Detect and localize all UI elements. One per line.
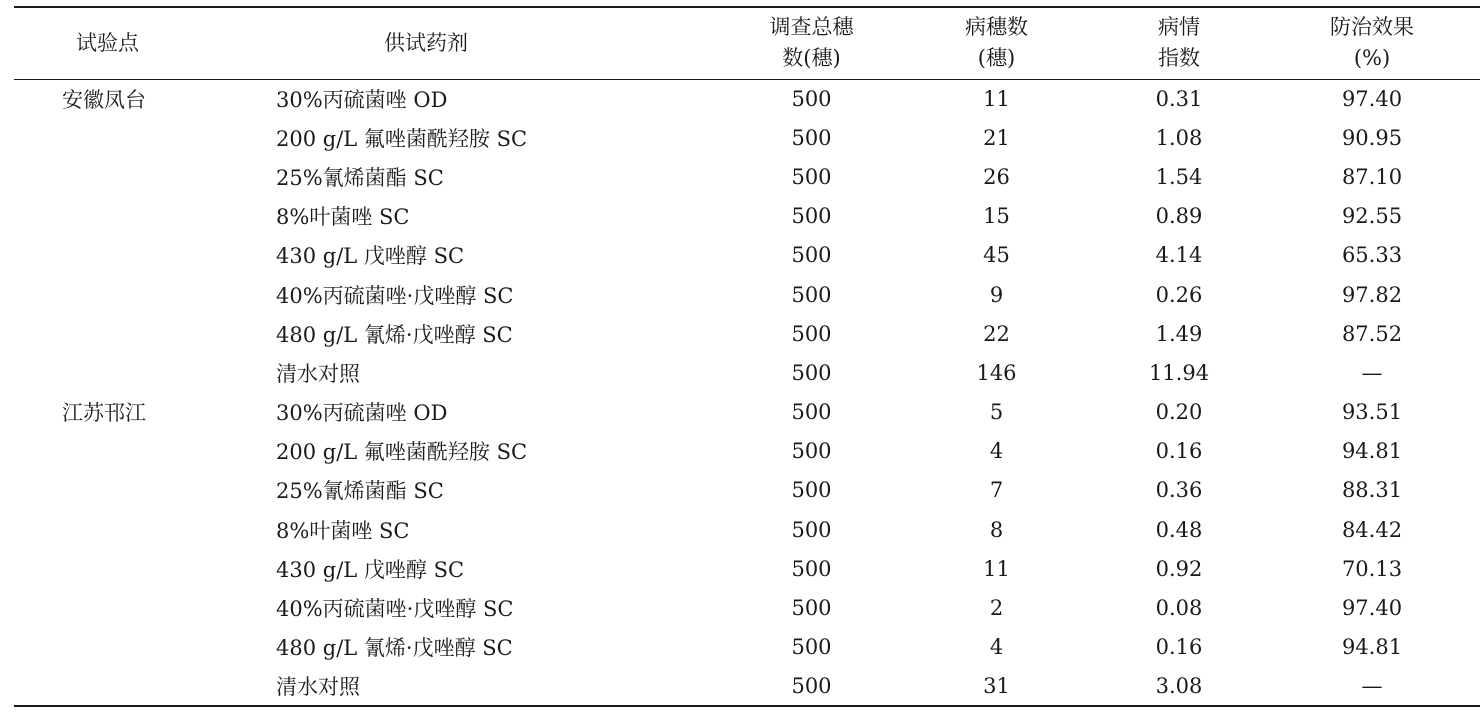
cell-disease-index: 0.92 [1155, 556, 1203, 581]
cell-disease-index: 1.54 [1155, 164, 1203, 189]
cell-control-effect: 84.42 [1341, 517, 1403, 542]
cell-agent: 40%丙硫菌唑·戊唑醇 SC [276, 283, 514, 308]
cell-total-ears: 500 [791, 478, 832, 503]
cell-control-effect: — [1361, 360, 1383, 385]
cell-agent: 清水对照 [266, 667, 724, 706]
cell-diseased-ears: 26 [983, 164, 1010, 189]
cell-agent: 480 g/L 氰烯·戊唑醇 SC [276, 636, 513, 661]
header-diseased-ears [899, 7, 1094, 79]
cell-site [14, 628, 266, 667]
header-diseased-ears-line1: 病穗数 [965, 15, 1028, 40]
cell-site [14, 353, 266, 392]
table-row [14, 667, 1480, 706]
cell-agent: 30%丙硫菌唑 OD [276, 87, 448, 112]
cell-site [14, 549, 266, 588]
table-row [14, 353, 1480, 392]
cell-disease-index: 0.16 [1155, 439, 1203, 464]
cell-agent: 200 g/L 氟唑菌酰羟胺 SC [276, 440, 528, 465]
table-body [14, 79, 1480, 706]
cell-control-effect: 70.13 [1341, 556, 1403, 581]
cell-control-effect: 97.40 [1341, 86, 1403, 111]
table-row [14, 275, 1480, 314]
header-agent: 供试药剂 [266, 7, 724, 79]
cell-disease-index: 3.08 [1094, 667, 1264, 706]
cell-control-effect: 94.81 [1341, 635, 1403, 660]
cell-total-ears: 500 [791, 517, 832, 542]
cell-total-ears: 500 [791, 635, 832, 660]
header-disease-index-line2: 指数 [1158, 46, 1200, 71]
cell-diseased-ears: 11 [983, 86, 1010, 111]
cell-control-effect: 97.40 [1341, 596, 1403, 621]
header-row [14, 7, 1480, 79]
cell-diseased-ears: 31 [899, 667, 1094, 706]
header-disease-index-line1: 病情 [1158, 15, 1200, 40]
cell-diseased-ears: 22 [983, 321, 1010, 346]
cell-control-effect: 97.82 [1341, 282, 1403, 307]
cell-disease-index: 0.20 [1155, 400, 1203, 425]
header-site: 试验点 [14, 7, 266, 79]
cell-control-effect: 94.81 [1341, 439, 1403, 464]
header-control-effect-line1: 防治效果 [1330, 15, 1414, 40]
cell-diseased-ears: 2 [989, 596, 1004, 621]
cell-control-effect: 93.51 [1341, 400, 1403, 425]
cell-agent: 480 g/L 氰烯·戊唑醇 SC [276, 322, 513, 347]
header-total-ears-line2: 数(穗) [782, 46, 841, 71]
cell-diseased-ears: 11 [983, 556, 1010, 581]
header-diseased-ears-line2: (穗) [977, 46, 1016, 71]
cell-agent: 8%叶菌唑 SC [276, 205, 410, 230]
cell-diseased-ears: 45 [983, 243, 1010, 268]
table-row [14, 157, 1480, 196]
cell-diseased-ears: 146 [976, 360, 1017, 385]
cell-diseased-ears: 4 [989, 439, 1004, 464]
cell-site [14, 432, 266, 471]
cell-control-effect: 87.52 [1341, 321, 1403, 346]
cell-agent: 25%氰烯菌酯 SC [276, 479, 444, 504]
table-row [14, 236, 1480, 275]
table-row [14, 314, 1480, 353]
cell-diseased-ears: 5 [989, 400, 1004, 425]
cell-site [14, 667, 266, 706]
cell-agent: 8%叶菌唑 SC [276, 518, 410, 543]
cell-control-effect: 87.10 [1341, 164, 1403, 189]
cell-control-effect: — [1264, 667, 1480, 706]
cell-control-effect: 88.31 [1341, 478, 1403, 503]
cell-agent: 清水对照 [276, 361, 360, 386]
cell-diseased-ears: 21 [983, 125, 1010, 150]
cell-disease-index: 1.49 [1155, 321, 1203, 346]
cell-control-effect: 65.33 [1341, 243, 1403, 268]
cell-diseased-ears: 15 [983, 204, 1010, 229]
results-table-container [14, 6, 1414, 707]
cell-total-ears: 500 [791, 125, 832, 150]
table-row [14, 588, 1480, 627]
efficacy-table [14, 6, 1480, 707]
table-row [14, 79, 1480, 118]
cell-agent: 430 g/L 戊唑醇 SC [276, 244, 465, 269]
cell-agent: 30%丙硫菌唑 OD [276, 401, 448, 426]
table-row [14, 432, 1480, 471]
cell-agent: 25%氰烯菌酯 SC [276, 165, 444, 190]
cell-agent: 40%丙硫菌唑·戊唑醇 SC [276, 597, 514, 622]
cell-total-ears: 500 [791, 439, 832, 464]
table-row [14, 628, 1480, 667]
cell-site [14, 157, 266, 196]
header-control-effect [1264, 7, 1480, 79]
cell-total-ears: 500 [791, 360, 832, 385]
cell-control-effect: 90.95 [1341, 125, 1403, 150]
cell-site [14, 588, 266, 627]
cell-disease-index: 0.08 [1155, 596, 1203, 621]
cell-diseased-ears: 9 [989, 282, 1004, 307]
cell-site [14, 510, 266, 549]
cell-site: 安徽凤台 [62, 87, 146, 112]
cell-disease-index: 1.08 [1155, 125, 1203, 150]
cell-total-ears: 500 [791, 164, 832, 189]
cell-agent: 430 g/L 戊唑醇 SC [276, 557, 465, 582]
cell-disease-index: 0.31 [1155, 86, 1203, 111]
cell-diseased-ears: 7 [989, 478, 1004, 503]
cell-diseased-ears: 8 [989, 517, 1004, 542]
cell-site [14, 471, 266, 510]
header-disease-index [1094, 7, 1264, 79]
cell-total-ears: 500 [791, 400, 832, 425]
table-row [14, 471, 1480, 510]
cell-disease-index: 0.36 [1155, 478, 1203, 503]
header-total-ears-line1: 调查总穗 [769, 15, 854, 40]
table-row [14, 197, 1480, 236]
cell-site [14, 275, 266, 314]
cell-site [14, 236, 266, 275]
table-row [14, 118, 1480, 157]
header-control-effect-line2: (%) [1353, 46, 1391, 71]
cell-disease-index: 0.48 [1155, 517, 1203, 542]
cell-agent: 200 g/L 氟唑菌酰羟胺 SC [276, 126, 528, 151]
cell-total-ears: 500 [791, 282, 832, 307]
cell-site: 江苏邗江 [62, 401, 146, 426]
cell-control-effect: 92.55 [1341, 204, 1403, 229]
cell-total-ears: 500 [791, 596, 832, 621]
cell-disease-index: 0.89 [1155, 204, 1203, 229]
cell-diseased-ears: 4 [989, 635, 1004, 660]
cell-site [14, 314, 266, 353]
cell-total-ears: 500 [791, 86, 832, 111]
table-row [14, 393, 1480, 432]
cell-disease-index: 4.14 [1155, 243, 1203, 268]
cell-site [14, 118, 266, 157]
cell-site [14, 197, 266, 236]
table-row [14, 510, 1480, 549]
header-total-ears [724, 7, 899, 79]
cell-total-ears: 500 [791, 556, 832, 581]
table-row [14, 549, 1480, 588]
cell-total-ears: 500 [791, 243, 832, 268]
cell-total-ears: 500 [791, 204, 832, 229]
table-header [14, 7, 1480, 79]
cell-disease-index: 11.94 [1148, 360, 1210, 385]
cell-disease-index: 0.26 [1155, 282, 1203, 307]
cell-total-ears: 500 [791, 321, 832, 346]
cell-total-ears: 500 [724, 667, 899, 706]
cell-disease-index: 0.16 [1155, 635, 1203, 660]
